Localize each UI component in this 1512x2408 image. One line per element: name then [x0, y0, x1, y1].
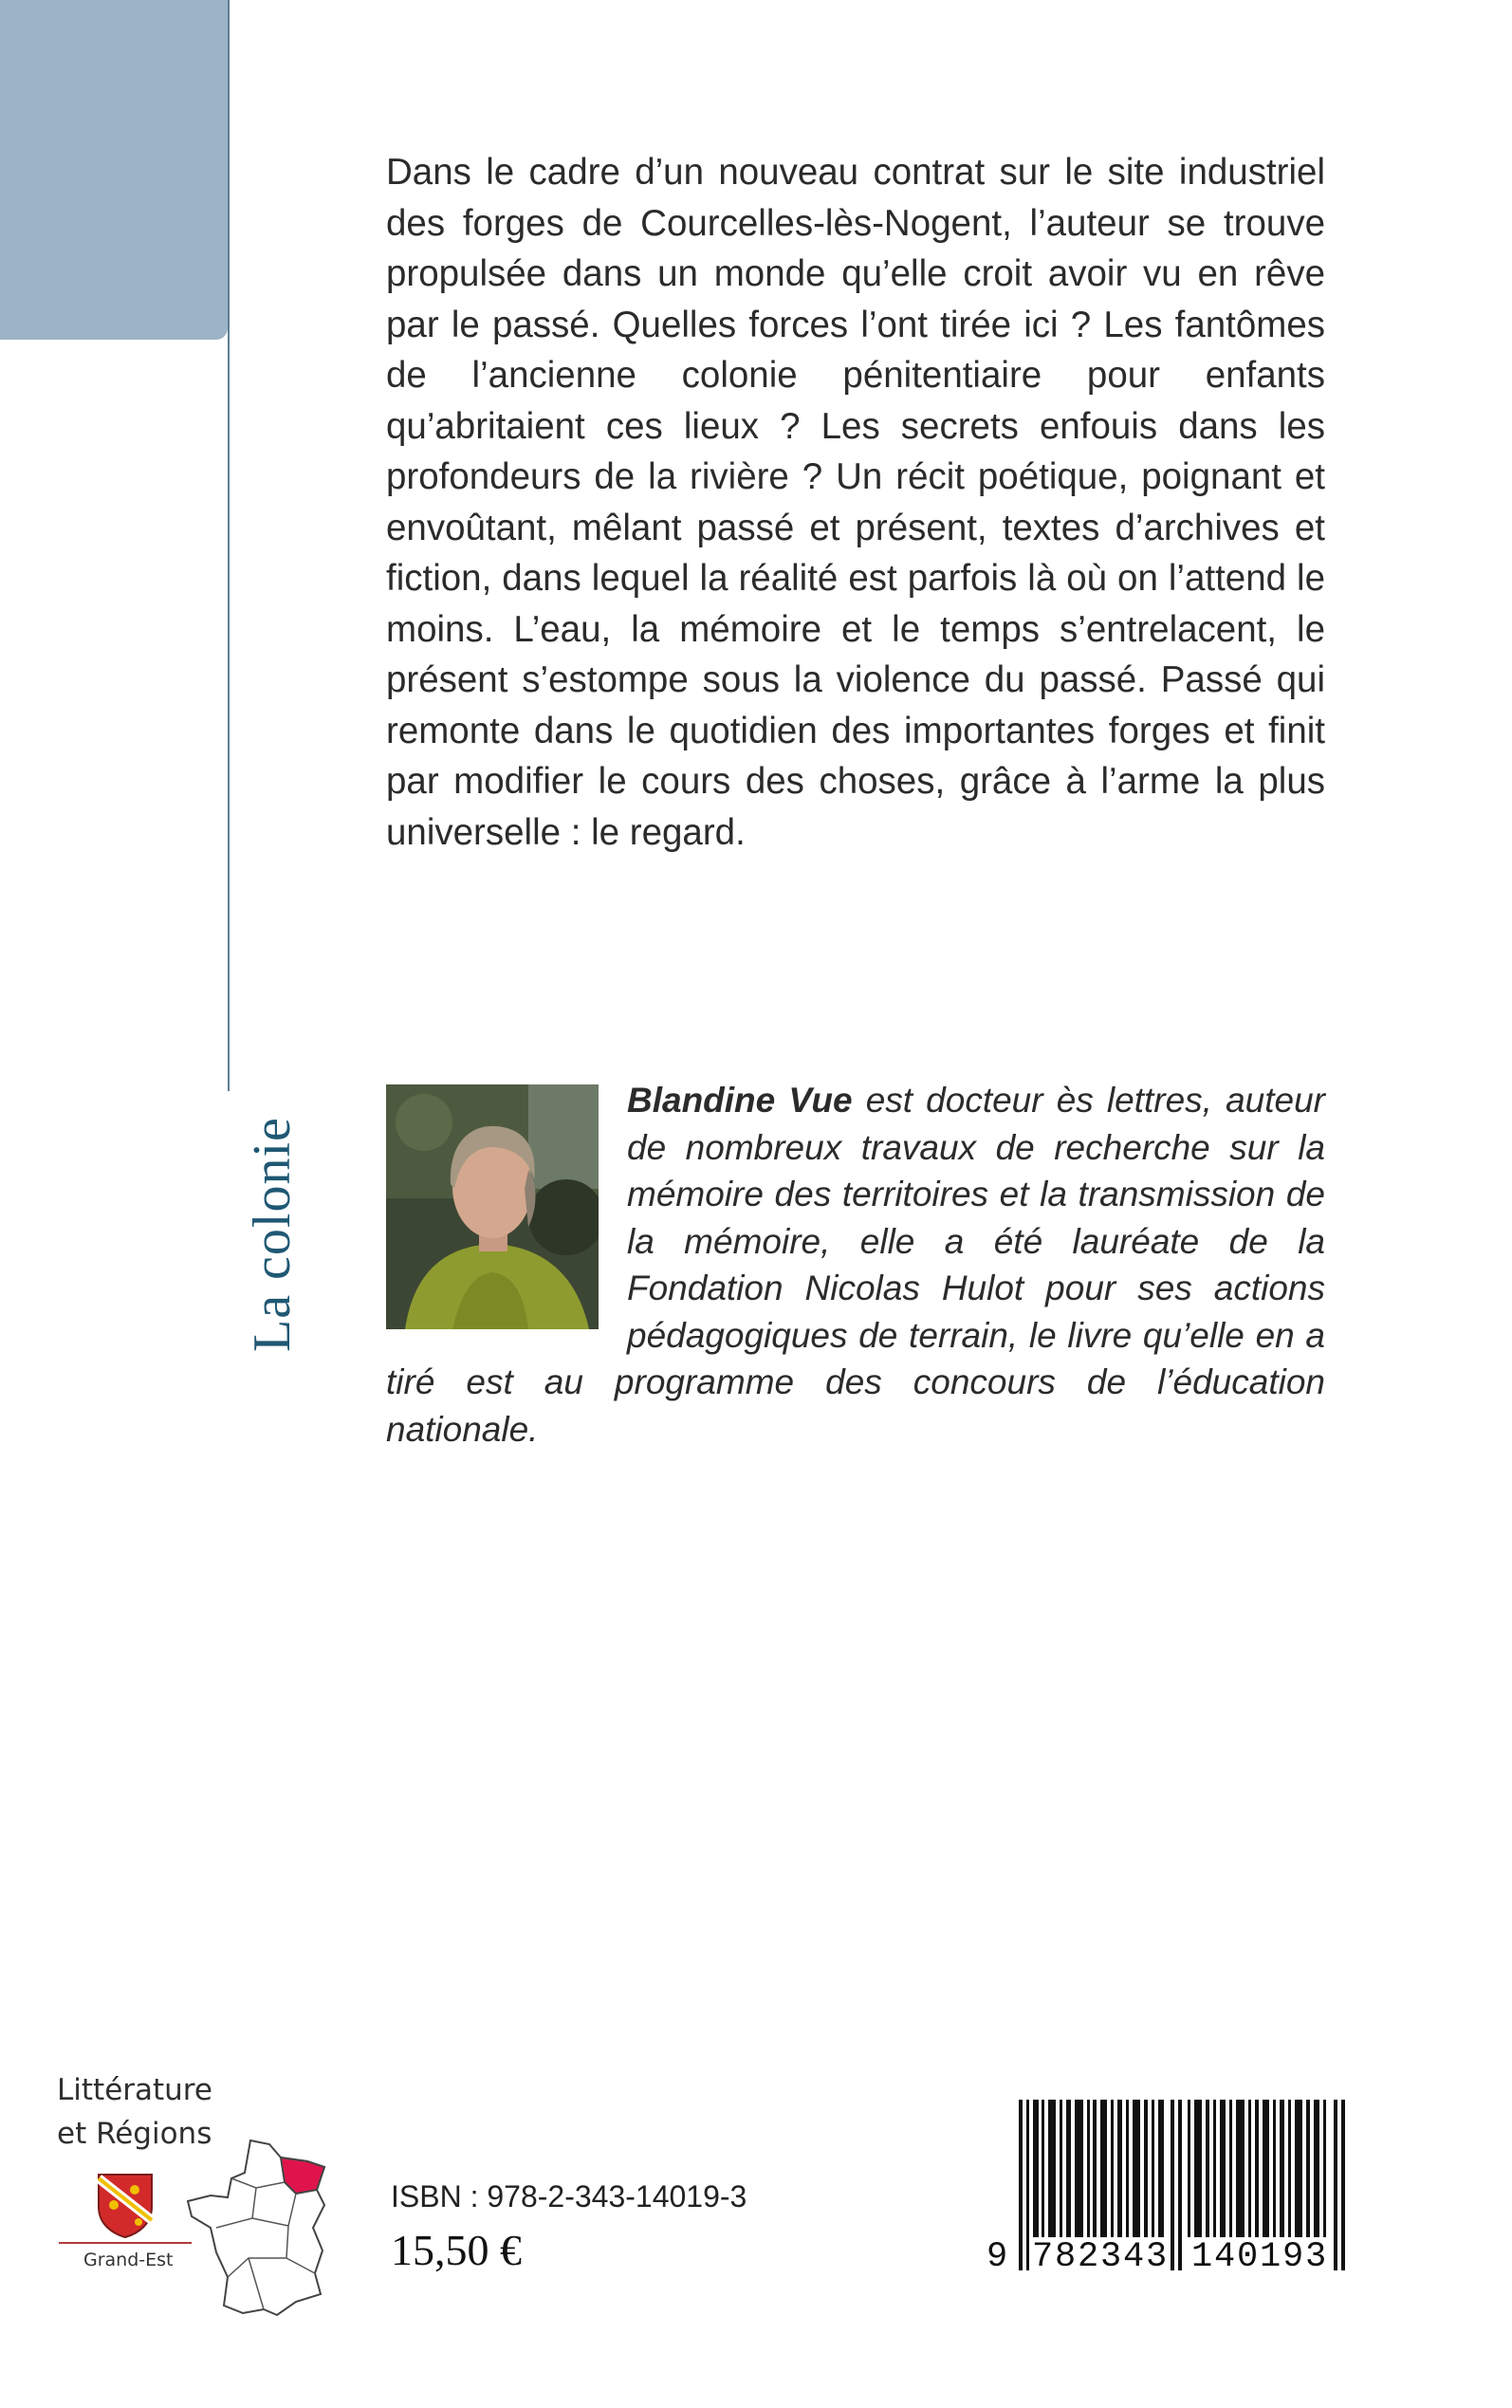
collection-logo — [57, 2073, 341, 2320]
france-map-icon — [182, 2135, 343, 2325]
collection-name-line1: Littérature — [57, 2073, 212, 2107]
spine-color-band — [0, 0, 228, 340]
spine-title: La colonie — [243, 1117, 302, 1352]
isbn: ISBN : 978-2-343-14019-3 — [391, 2179, 747, 2214]
author-name: Blandine Vue — [627, 1081, 853, 1120]
collection-name-line2: et Régions — [57, 2117, 212, 2151]
barcode-digits: 9 782343 140193 — [986, 2237, 1329, 2277]
region-label: Grand-Est — [83, 2250, 174, 2270]
author-bio-block — [386, 1077, 1325, 1453]
book-blurb: Dans le cadre d’un nouveau contrat sur le site industriel des forges de Courcelles-lès-Nogent, l’auteur se trouve propulsée dans un monde qu’elle croit avoir vu en rêve par le passé. Quelles forces l’ont tirée ici ? Les fantômes de l’ancienne colonie pénitentiaire pour enfants qu’abritaient ces lieux ? Les secrets enfouis dans les profondeurs de la rivière ? Un récit poétique, poignant et envoûtant, mêlant passé et présent, textes d’archives et fiction, dans lequel la réalité est parfois là où on l’attend le moins. L’eau, la mémoire et le temps s’entrelacent, le présent s’estompe sous la violence du passé. Passé qui remonte dans le quotidien des importantes forges et finit par modifier le cours des choses, grâce à l’arme la plus universelle : le regard. — [386, 152, 1325, 853]
spine-divider — [228, 0, 230, 1091]
price: 15,50 € — [391, 2226, 522, 2274]
author-photo — [386, 1084, 599, 1329]
author-bio: est docteur ès lettres, auteur de nombreux travaux de recherche sur la mémoire des territoires et la transmission de la mémoire, elle a été lauréate de la Fondation Nicolas Hulot pour ses actions pédagogiques de terrain, le livre qu’elle en a tiré est au programme des concours de l’éducation nationale. — [386, 1081, 1325, 1449]
region-crest-icon — [97, 2173, 154, 2239]
logo-divider — [59, 2242, 192, 2244]
